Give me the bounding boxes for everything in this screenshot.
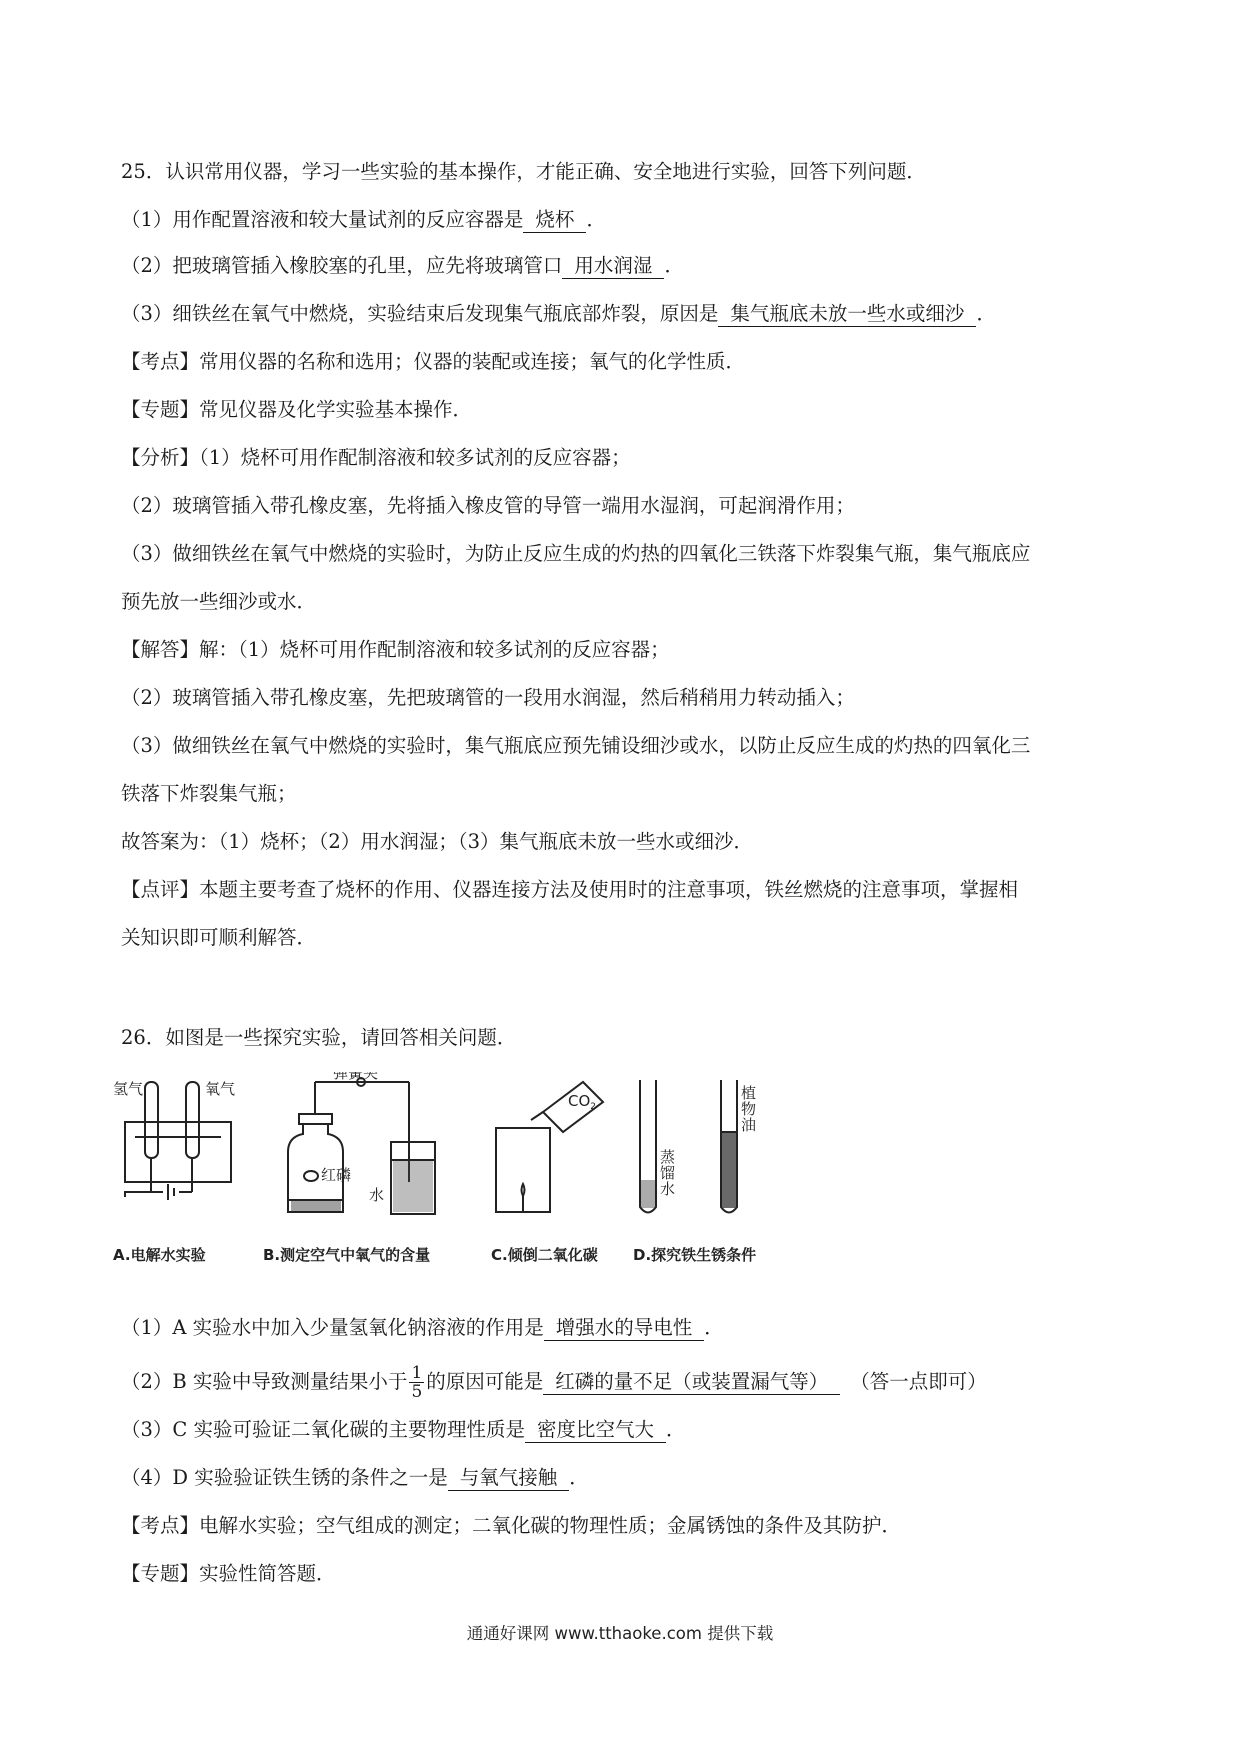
q26-part4-end: ． [569,1466,589,1489]
q25-zhuanti: 【专题】常见仪器及化学实验基本操作． [121,398,473,421]
fraction-one-fifth [409,1364,424,1401]
q25-part2-text: （2）把玻璃管插入橡胶塞的孔里，应先将玻璃管口 [121,254,563,277]
label-water: 水 [369,1186,385,1204]
q25-jieda-2: （2）玻璃管插入带孔橡皮塞，先把玻璃管的一段用水润湿，然后稍稍用力转动插入； [121,686,855,709]
label-clip: 弹簧夹 [333,1072,379,1082]
q25-part3 [121,300,996,328]
q26-zhuanti: 【专题】实验性简答题． [121,1562,336,1585]
label-distilled-2: 馏 [660,1164,676,1182]
page-footer: 通通好课网 www.tthaoke.com 提供下载 [466,1624,774,1643]
q25-jieda-3: （3）做细铁丝在氧气中燃烧的实验时，集气瓶底应预先铺设细沙或水，以防止反应生成的灼热的四氧化三 [121,734,1031,757]
q26-kaodian: 【考点】电解水实验；空气组成的测定；二氧化碳的物理性质；金属锈蚀的条件及其防护． [121,1514,902,1537]
fraction-numerator: 1 [411,1363,423,1383]
q25-part2 [121,252,684,280]
q26-part3-text: （3）C 实验可验证二氧化碳的主要物理性质是 [121,1418,526,1441]
q25-stem: 25．认识常用仪器，学习一些实验的基本操作，才能正确、安全地进行实验，回答下列问题． [121,160,926,183]
q25-dianping-2: 关知识即可顺利解答． [121,926,317,949]
q26-part2-answer: 红磷的量不足（或装置漏气等） [543,1370,840,1395]
q25-kaodian: 【考点】常用仪器的名称和选用；仪器的装配或连接；氧气的化学性质． [121,350,746,373]
caption-b: B.测定空气中氧气的含量 [263,1246,431,1264]
label-oil-3: 油 [741,1116,757,1134]
q25-jieda-1: 【解答】解：（1）烧杯可用作配制溶液和较多试剂的反应容器； [121,638,670,661]
q26-part1-text: （1）A 实验水中加入少量氢氧化钠溶液的作用是 [121,1316,544,1339]
caption-d: D.探究铁生锈条件 [633,1246,757,1264]
electrolysis-trough [125,1122,231,1182]
label-distilled-1: 蒸 [660,1148,676,1166]
experiment-diagrams [113,1072,843,1272]
label-co2: $CO_2$ [568,1092,597,1112]
q26-part2-text: （2）B 实验中导致测量结果小于 [121,1370,408,1393]
q25-fenxi-1: 【分析】（1）烧杯可用作配制溶液和较多试剂的反应容器； [121,446,631,469]
q25-jieda-4: 铁落下炸裂集气瓶； [121,782,297,805]
q25-part1-text: （1）用作配置溶液和较大量试剂的反应容器是 [121,208,524,231]
caption-c: C.倾倒二氧化碳 [491,1246,598,1264]
label-distilled-3: 水 [660,1180,676,1198]
q26-stem: 26．如图是一些探究实验，请回答相关问题． [121,1026,517,1049]
q26-part4 [121,1464,589,1492]
q26-part2 [121,1364,987,1401]
q26-part3-end: ． [666,1418,686,1441]
caption-a: A.电解水实验 [113,1246,206,1264]
q26-part3 [121,1416,686,1444]
q25-fenxi-4: 预先放一些细沙或水． [121,590,317,613]
q25-fenxi-3: （3）做细铁丝在氧气中燃烧的实验时，为防止反应生成的灼热的四氧化三铁落下炸裂集气瓶，集气瓶底应 [121,542,1031,565]
label-hydrogen: 氢气 [113,1080,144,1098]
fraction-denominator: 5 [411,1382,423,1402]
label-oil-2: 物 [741,1100,757,1118]
label-phosphorus: 红磷 [321,1166,352,1184]
q25-part3-text: （3）细铁丝在氧气中燃烧，实验结束后发现集气瓶底部炸裂，原因是 [121,302,719,325]
q26-part4-text: （4）D 实验验证铁生锈的条件之一是 [121,1466,448,1489]
q25-jieda-5: 故答案为：（1）烧杯；（2）用水润湿；（3）集气瓶底未放一些水或细沙． [121,830,753,853]
q26-part2-end: （答一点即可） [850,1370,987,1393]
q26-part3-answer: 密度比空气大 [525,1418,666,1443]
q25-part1-end: ． [586,208,606,231]
q26-part2-mid: 的原因可能是 [426,1370,544,1393]
q26-part1-answer: 增强水的导电性 [544,1316,705,1341]
q25-fenxi-2: （2）玻璃管插入带孔橡皮塞，先将插入橡皮管的导管一端用水湿润，可起润滑作用； [121,494,855,517]
q25-part1 [121,206,606,234]
q25-dianping-1: 【点评】本题主要考查了烧杯的作用、仪器连接方法及使用时的注意事项，铁丝燃烧的注意事项，掌握相 [121,878,1019,901]
q25-part1-answer: 烧杯 [523,208,586,233]
q25-part2-end: ． [664,254,684,277]
q25-part3-end: ． [976,302,996,325]
q26-part4-answer: 与氧气接触 [448,1466,570,1491]
q25-part2-answer: 用水润湿 [562,254,664,279]
label-oxygen: 氧气 [205,1080,236,1098]
q25-part3-answer: 集气瓶底未放一些水或细沙 [718,302,976,327]
q26-part1 [121,1314,724,1342]
q26-part1-end: ． [704,1316,724,1339]
label-oil-1: 植 [741,1084,757,1102]
q26-figure [113,1072,843,1272]
